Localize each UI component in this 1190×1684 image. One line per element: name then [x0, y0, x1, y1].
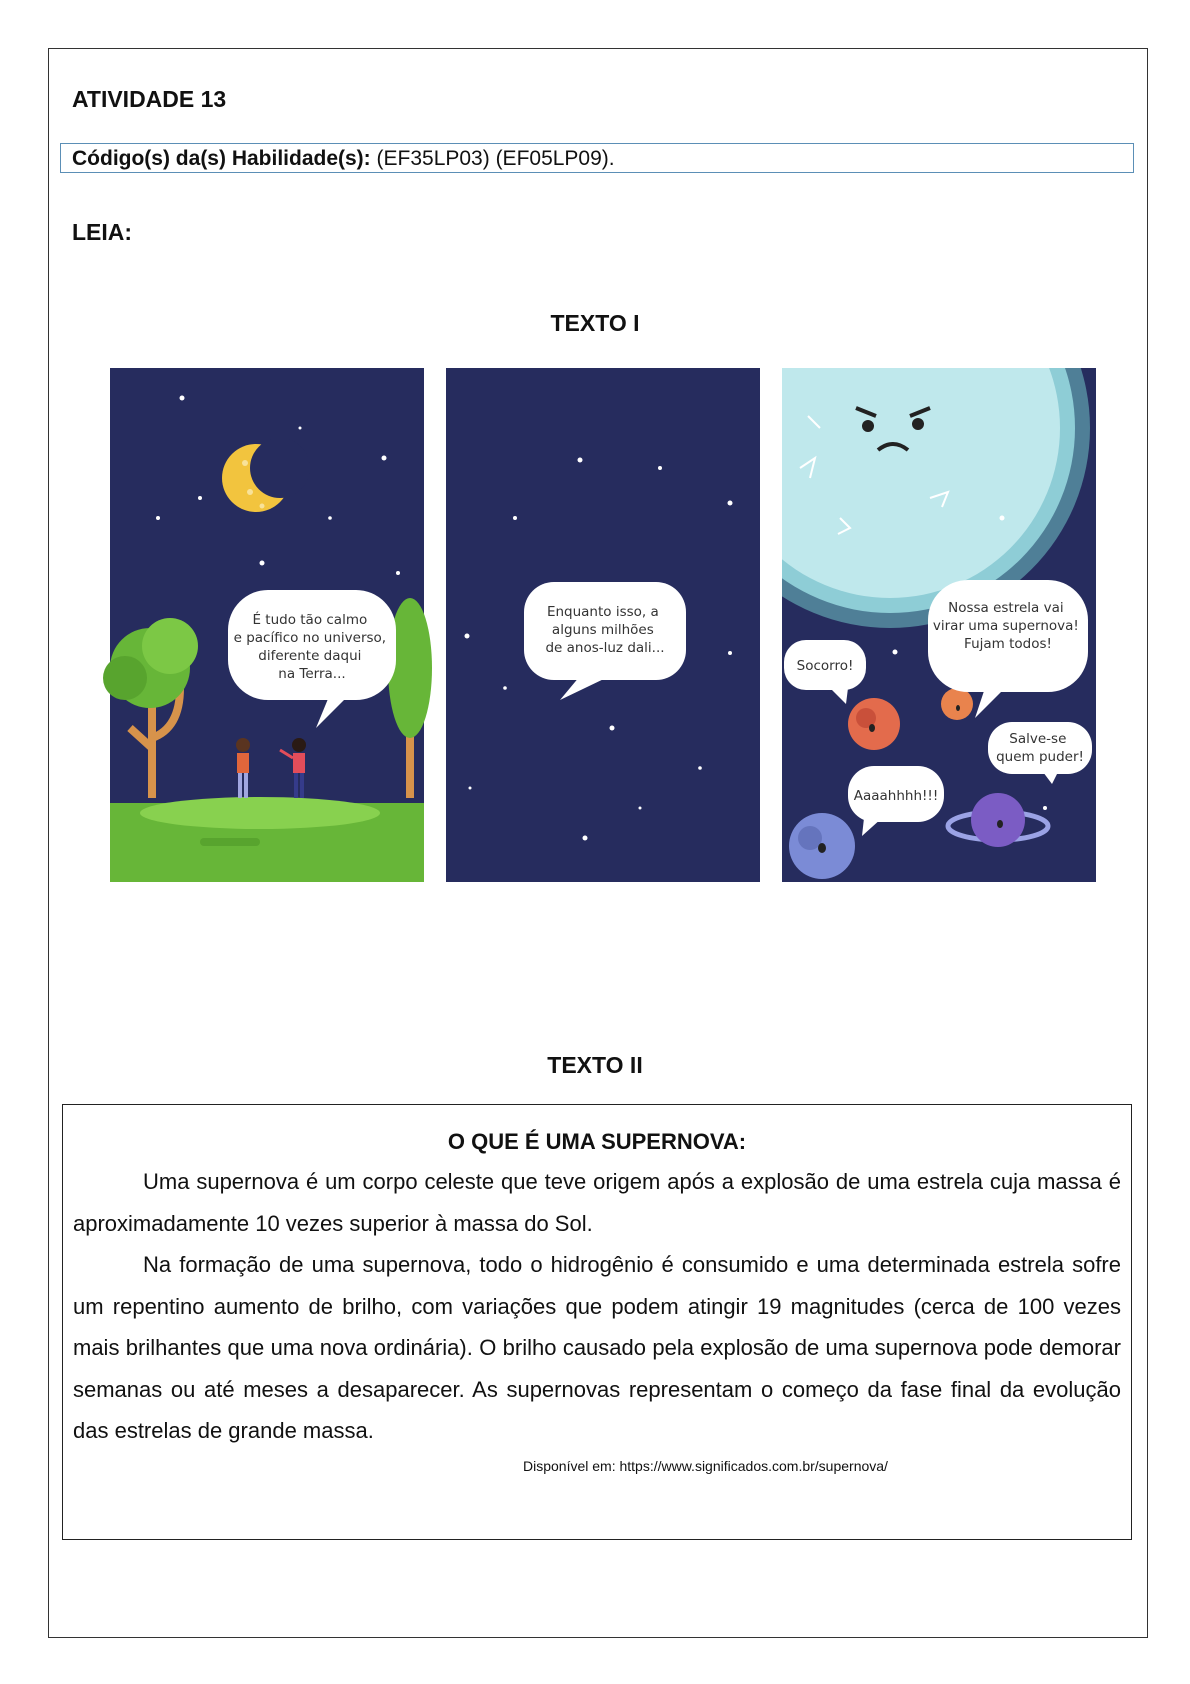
- bubble-text-line: diferente daqui: [258, 648, 362, 664]
- bubble-text-line: e pacífico no universo,: [233, 630, 387, 646]
- bubble-text-line: Fujam todos!: [964, 636, 1052, 652]
- skills-codes: (EF35LP03) (EF05LP09).: [370, 147, 615, 170]
- bubble-text-line: na Terra...: [278, 666, 346, 682]
- bubble-text-line: Salve-se: [1009, 731, 1067, 747]
- bubble-text: Aaaahhhh!!!: [853, 788, 939, 804]
- comic-panel-2: [446, 368, 760, 882]
- bubble-text-line: É tudo tão calmo: [252, 612, 368, 628]
- source-citation: Disponível em: https://www.significados.com.br/supernova/: [523, 1457, 888, 1474]
- comic-panel-1: [103, 368, 432, 882]
- text2-heading: TEXTO II: [547, 1052, 643, 1078]
- skills-box: [60, 143, 1134, 173]
- text2-box: [62, 1104, 1132, 1540]
- bubble-text-line: Enquanto isso, a: [546, 604, 659, 620]
- speech-bubble: [988, 722, 1092, 774]
- paragraph: Na formação de uma supernova, todo o hidrogênio é consumido e uma determinada estrela sofre um repentino aumento de brilho, com variações que podem atingir 19 magnitudes (cerca de 100 vezes mais brilhantes que uma nova ordinária). O brilho causado pela explosão de uma supernova pode demorar semanas ou até meses a desaparecer. As supernovas representam o começo da fase final da evolução das estrelas de grande massa.: [73, 1252, 1121, 1443]
- read-instruction: LEIA:: [72, 219, 133, 245]
- bubble-text-line: de anos-luz dali...: [545, 640, 665, 656]
- comic-strip: [0, 368, 1190, 888]
- text1-heading: TEXTO I: [550, 310, 640, 336]
- text2-title: O QUE É UMA SUPERNOVA:: [447, 1129, 747, 1154]
- activity-title: ATIVIDADE 13: [72, 86, 227, 112]
- bubble-text-line: virar uma supernova!: [932, 618, 1079, 634]
- bubble-text-line: alguns milhões: [551, 622, 654, 638]
- bubble-text-line: Nossa estrela vai: [948, 600, 1064, 616]
- skills-label: Código(s) da(s) Habilidade(s):: [72, 147, 371, 170]
- bubble-text: Socorro!: [796, 658, 854, 674]
- paragraph: Uma supernova é um corpo celeste que teve origem após a explosão de uma estrela cuja massa é aproximadamente 10 vezes superior à massa do Sol.: [73, 1169, 1121, 1236]
- bubble-text-line: quem puder!: [996, 749, 1084, 765]
- svg-text:Enquanto isso, a alguns: [545, 604, 664, 656]
